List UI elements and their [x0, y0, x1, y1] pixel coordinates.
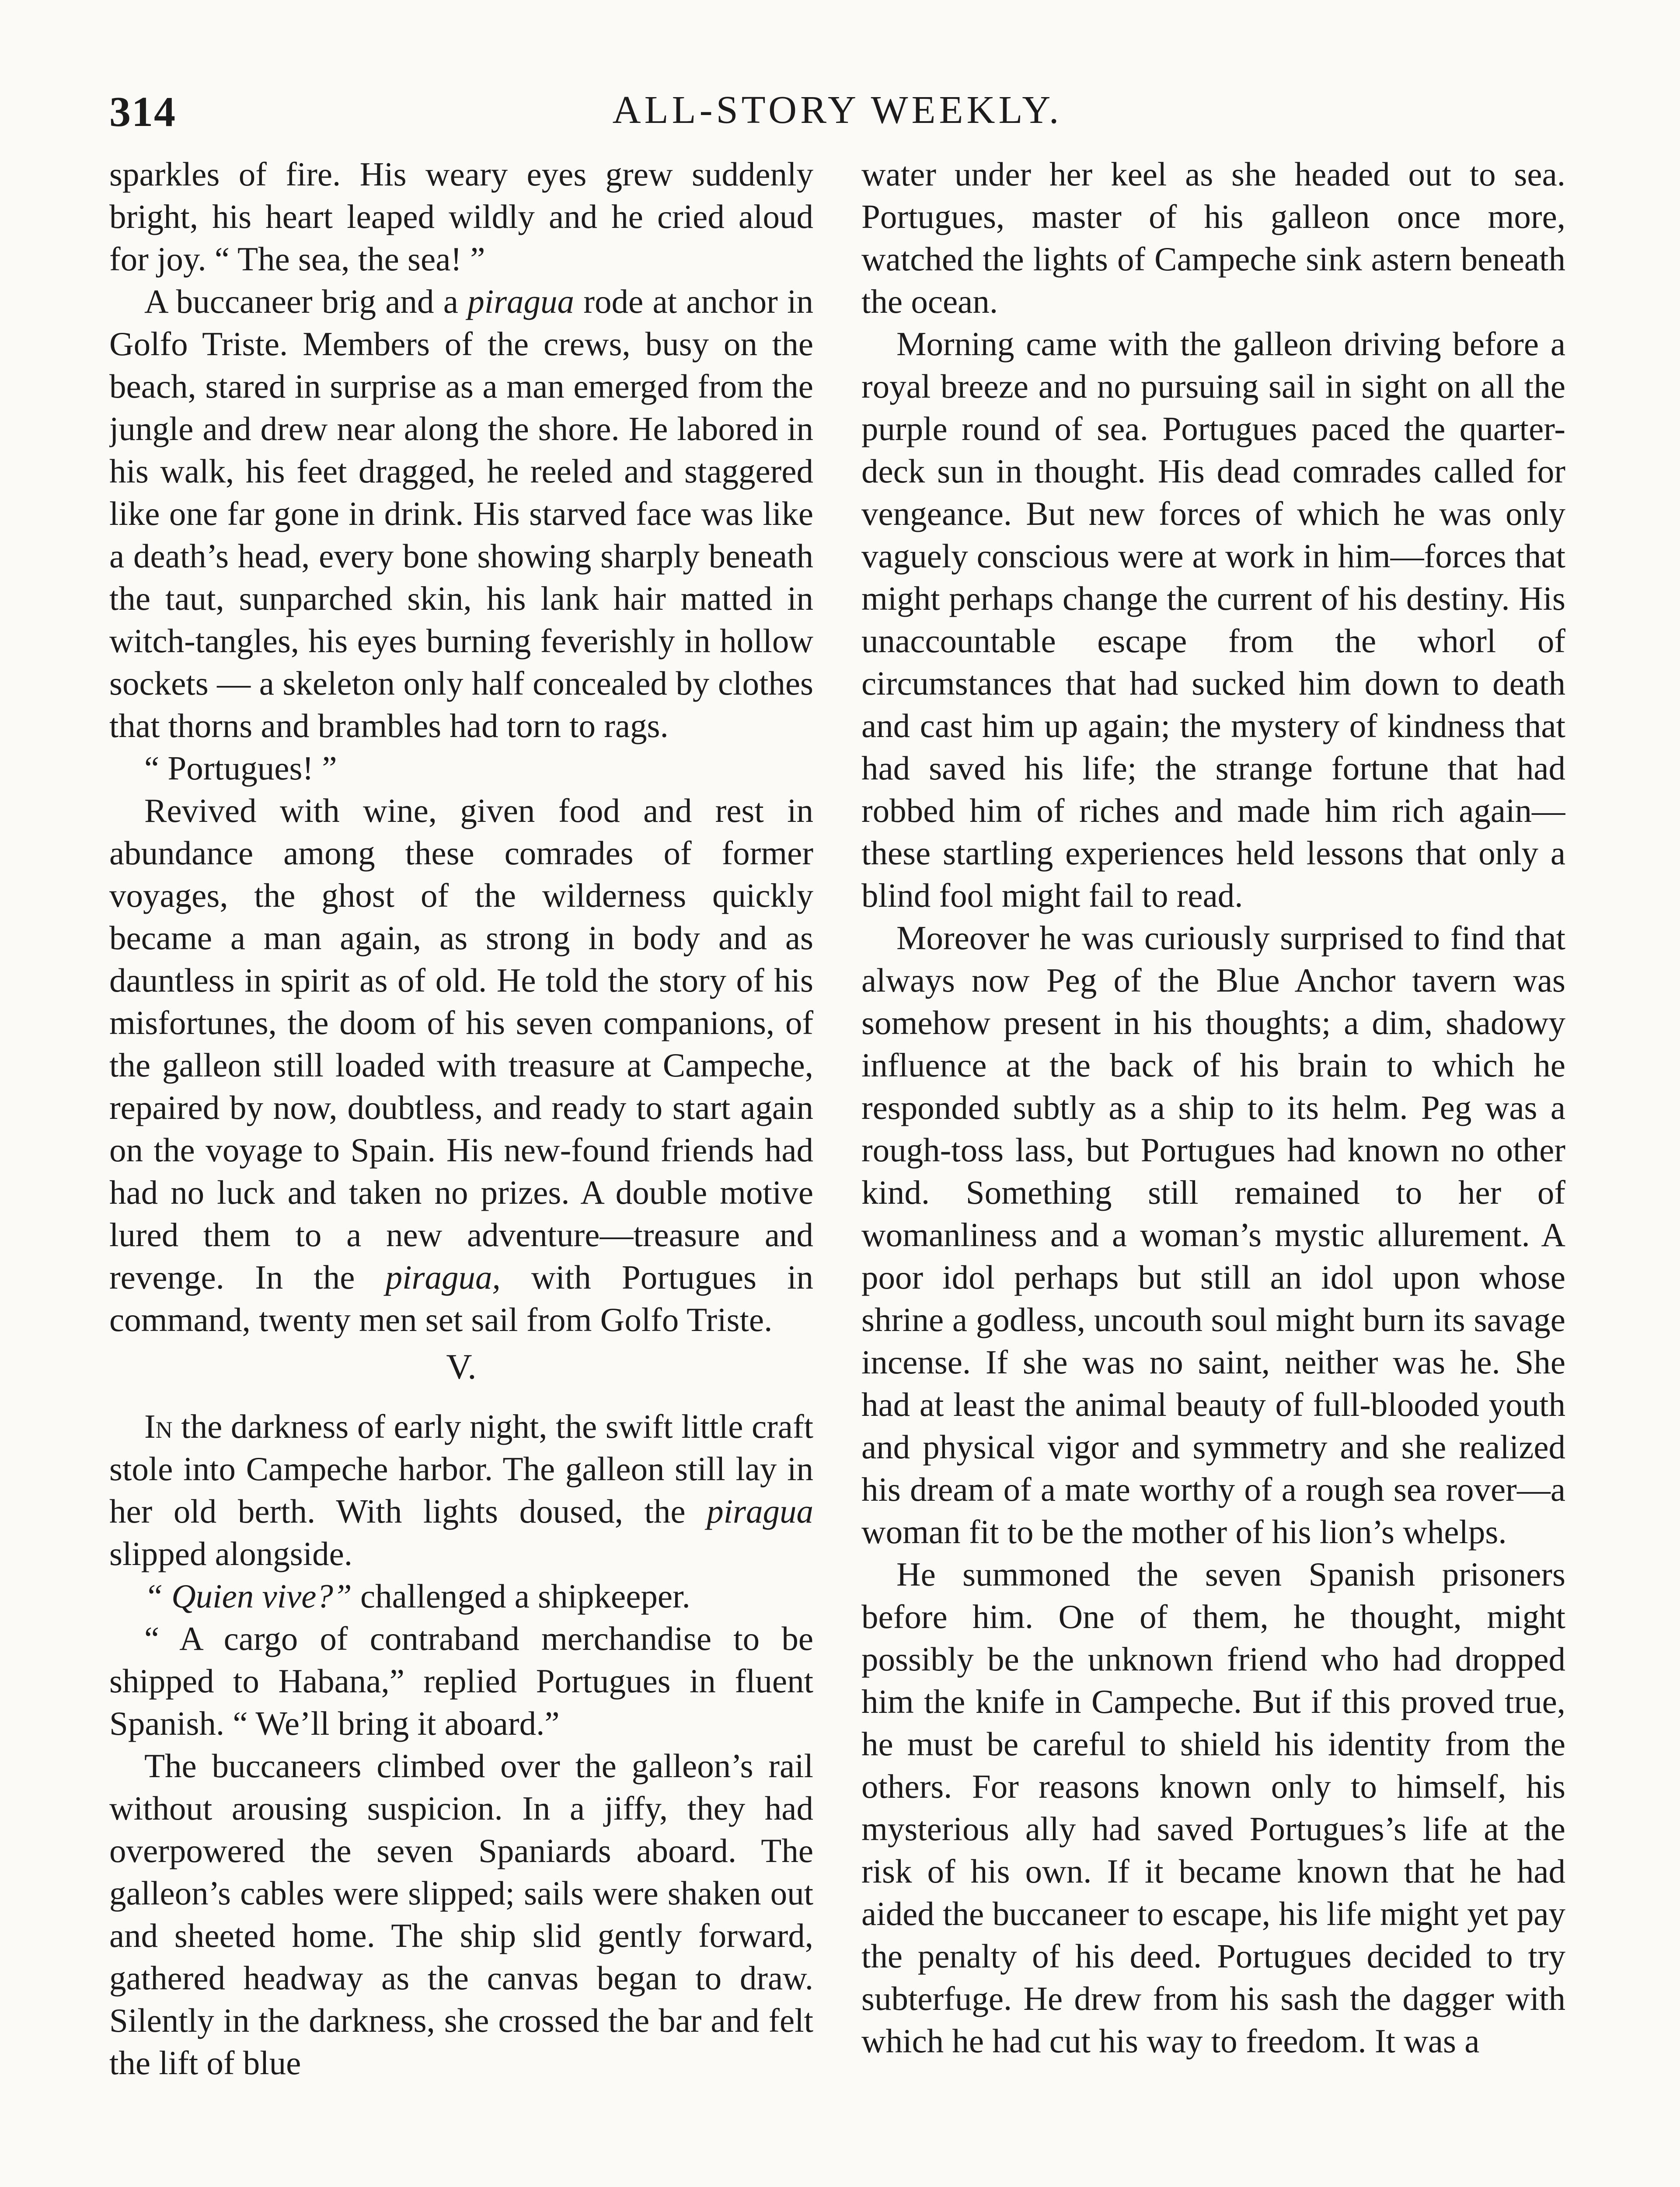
paragraph: He summoned the seven Spanish prisoners before him. One of them, he thought, might possibly be the unknown friend who had dropped him the knife in Campeche. But if this proved true, he must be careful to shield his identity from the others. For reasons known only to himself, his mysterious ally had saved Portugues’s life at the risk of his own. If it became known that he had aided the buccaneer to escape, his life might yet pay the penalty of his deed. Portugues decided to try subterfuge. He drew from his sash the dagger with which he had cut his way to freedom. It was a: [861, 1555, 1565, 2060]
paragraph: “ A cargo of contraband merchandise to be shipped to Habana,” replied Portugues in fluent Spanish. “ We’ll bring it aboard.”: [109, 1620, 813, 1742]
right-column: [861, 153, 1565, 2187]
paragraph: [109, 1405, 813, 1575]
paragraph: sparkles of fire. His weary eyes grew suddenly bright, his heart leaped wildly and he cried aloud for joy. “ The sea, the sea! ”: [109, 155, 813, 278]
magazine-page: [109, 87, 1565, 2187]
page-number: 314: [109, 88, 176, 136]
text-columns: [109, 153, 1565, 2187]
italic-word: piragua: [707, 1492, 813, 1530]
paragraph: The buccaneers climbed over the galleon’s rail without arousing suspicion. In a jiffy, they had overpowered the seven Spaniards aboard. The galleon’s cables were slipped; sails were shaken out and sheeted home. The ship slid gently forward, gathered headway as the canvas began to draw. Silently in the darkness, she crossed the bar and felt the lift of blue: [109, 1747, 813, 2082]
paragraph: “ Portugues! ”: [144, 749, 337, 787]
page-header: [109, 87, 1565, 149]
section-heading: V.: [446, 1347, 477, 1387]
text-run: slipped alongside.: [109, 1535, 353, 1572]
text-run: A buccaneer brig and a: [144, 283, 468, 320]
paragraph: Moreover he was curiously surprised to find that always now Peg of the Blue Anchor tavern was somehow present in his thoughts; a dim, shadowy influence at the back of his brain to which he responded subtly as a ship to its helm. Peg was a rough-toss lass, but Portugues had known no other kind. Something still remained to her of womanliness and a woman’s mystic allurement. A poor idol perhaps but still an idol upon whose shrine a godless, uncouth soul might burn its savage incense. If she was no saint, neither was he. She had at least the animal beauty of full-blooded youth and physical vigor and symmetry and she realized his dream of a mate worthy of a rough sea rover—a woman fit to be the mother of his lion’s whelps.: [861, 919, 1565, 1551]
text-run: the darkness of early night, the swift little craft stole into Campeche harbor. The galleon still lay in her old berth. With lights doused, the: [109, 1408, 813, 1530]
running-head: ALL-STORY WEEKLY.: [612, 88, 1063, 132]
left-column: [109, 153, 813, 2187]
text-run: challenged a shipkeeper.: [352, 1577, 690, 1615]
italic-phrase: “ Quien vive?”: [144, 1577, 352, 1615]
italic-word: piragua,: [385, 1258, 501, 1296]
paragraph: [109, 1575, 813, 1618]
text-run: Revived with wine, given food and rest in abundance among these comrades of former voyages, the ghost of the wilderness quickly became a man again, as strong in body and as dauntless in spirit as of old. He told the story of his misfortunes, the doom of his seven companions, of the galleon still loaded with treasure at Campeche, repaired by now, doubtless, and ready to start again on the voyage to Spain. His new-found friends had had no luck and taken no prizes. A double motive lured them to a new adventure—treasure and revenge. In the: [109, 792, 813, 1296]
italic-word: piragua: [467, 283, 575, 320]
paragraph: [109, 280, 813, 747]
text-run: with Portugues in command, twenty men set sail from Golfo Triste.: [109, 1258, 813, 1338]
paragraph: [109, 790, 813, 1341]
paragraph: Morning came with the galleon driving before a royal breeze and no pursuing sail in sight on all the purple round of sea. Portugues paced the quarter-deck sun in thought. His dead comrades called for vengeance. But new forces of which he was only vaguely conscious were at work in him—forces that might perhaps change the current of his destiny. His unaccountable escape from the whorl of circumstances that had sucked him down to death and cast him up again; the mystery of kindness that had saved his life; the strange fortune that had robbed him of riches and made him rich again—these startling experiences held lessons that only a blind fool might fail to read.: [861, 325, 1565, 914]
small-caps-opening: In: [144, 1408, 173, 1445]
paragraph: water under her keel as she headed out to sea. Portugues, master of his galleon once more, watched the lights of Campeche sink astern beneath the ocean.: [861, 155, 1565, 320]
text-run: rode at anchor in Golfo Triste. Members of the crews, busy on the beach, stared in surprise as a man emerged from the jungle and drew near along the shore. He labored in his walk, his feet dragged, he reeled and staggered like one far gone in drink. His starved face was like a death’s head, every bone showing sharply beneath the taut, sunparched skin, his lank hair matted in witch-tangles, his eyes burning feverishly in hollow sockets — a skeleton only half concealed by clothes that thorns and brambles had torn to rags.: [109, 283, 813, 744]
